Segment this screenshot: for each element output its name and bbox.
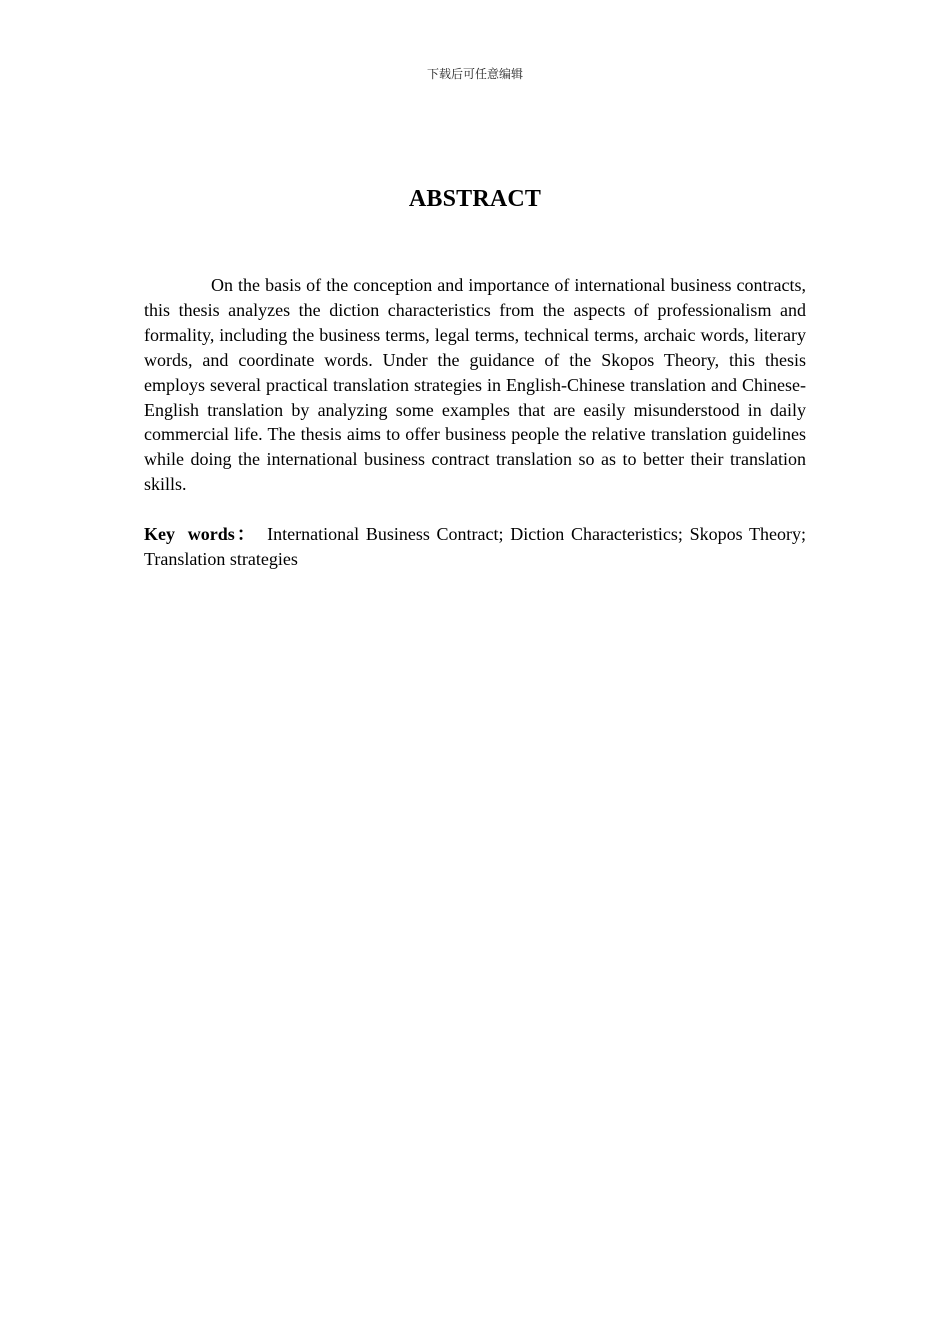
keywords-label: Key words bbox=[144, 524, 235, 544]
keywords-separator: ： bbox=[234, 524, 258, 544]
abstract-paragraph: On the basis of the conception and importance of international business contracts, this thesis analyzes the diction characteristics from the aspects of professionalism and formality, including the business terms, legal terms, technical terms, archaic words, literary words, and coordinate words. Under the guidance of the Skopos Theory, this thesis employs several practical translation strategies in English-Chinese translation and Chinese-English translation by analyzing some examples that are easily misunderstood in daily commercial life. The thesis aims to offer business people the relative translation guidelines while doing the international business contract translation so as to better their translation skills. bbox=[144, 275, 806, 495]
page-title: ABSTRACT bbox=[408, 186, 542, 212]
keywords-line bbox=[144, 522, 806, 572]
header-note: 下载后可任意编辑 bbox=[426, 67, 523, 81]
keywords-text: International Business Contract; Diction Characteristics; Skopos Theory; Translation strategies bbox=[144, 524, 807, 569]
